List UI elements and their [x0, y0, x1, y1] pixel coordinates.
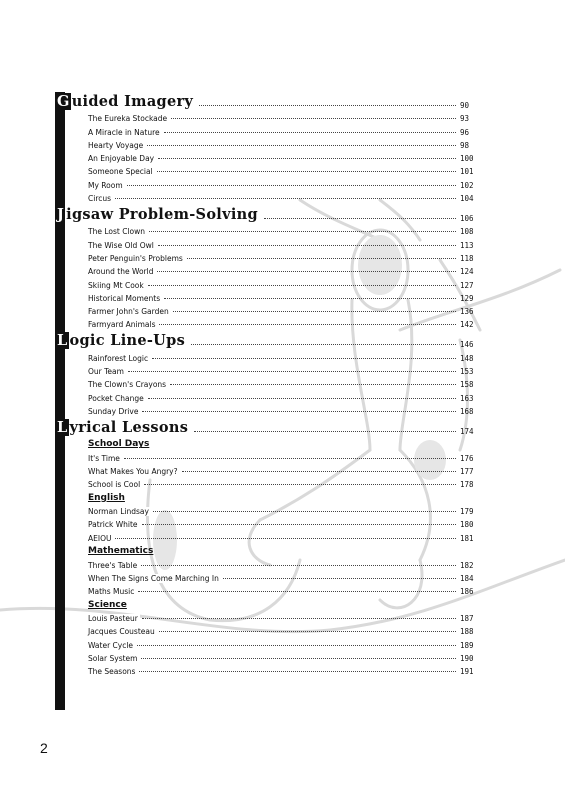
dot-leader: [158, 158, 456, 159]
entry-label: School is Cool: [88, 480, 141, 490]
dot-leader: [223, 578, 456, 579]
toc-entry[interactable]: [56, 110, 476, 123]
entry-label: Our Team: [88, 367, 124, 377]
entry-label: Solar System: [88, 653, 138, 663]
entry-label: The Clown's Crayons: [88, 380, 167, 390]
page-number: 142: [460, 320, 474, 330]
drop-cap-letter: J: [57, 206, 65, 224]
dot-leader: [127, 185, 456, 186]
entry-label: Around the World: [88, 267, 154, 277]
entry-label: Three's Table: [88, 560, 138, 570]
entry-label: Sunday Drive: [88, 406, 139, 416]
toc-entry[interactable]: [56, 236, 476, 249]
page-number: 174: [460, 426, 474, 436]
entry-label: A Miracle in Nature: [88, 127, 160, 137]
entry-label: The Wise Old Owl: [88, 240, 154, 250]
title-rest: ogic Line-Ups: [69, 332, 186, 350]
subheading-label: Science: [88, 599, 127, 610]
dot-leader: [137, 645, 456, 646]
page-number: 190: [460, 653, 474, 663]
toc-entry[interactable]: [56, 163, 476, 176]
toc-entry[interactable]: [56, 650, 476, 663]
title-rest: igsaw Problem-Solving: [66, 206, 258, 224]
subheading-label: English: [88, 492, 125, 503]
entry-label: Maths Music: [88, 587, 135, 597]
toc-entry[interactable]: [56, 636, 476, 649]
dot-leader: [144, 484, 456, 485]
entry-label: The Lost Clown: [88, 227, 145, 237]
entry-label: Hearty Voyage: [88, 140, 144, 150]
page-number: 104: [460, 194, 474, 204]
toc-entry[interactable]: [56, 176, 476, 189]
dot-leader: [159, 324, 456, 325]
entry-label: What Makes You Angry?: [88, 467, 178, 477]
title-rest: yrical Lessons: [69, 418, 189, 436]
dot-leader: [148, 398, 456, 399]
entry-label: Historical Moments: [88, 293, 161, 303]
toc-entry[interactable]: [56, 623, 476, 636]
dot-leader: [173, 311, 456, 312]
page-number: 168: [460, 406, 474, 416]
dot-leader: [142, 411, 456, 412]
section-title: [56, 332, 189, 349]
dot-leader: [152, 358, 456, 359]
dot-leader: [194, 431, 456, 432]
section-title: [56, 93, 197, 110]
entry-label: Circus: [88, 194, 112, 204]
subheading-school-days: [56, 436, 476, 450]
entry-label: It's Time: [88, 453, 120, 463]
dot-leader: [128, 371, 456, 372]
page-number: 179: [460, 507, 474, 517]
page-number: 181: [460, 533, 474, 543]
page-number: 98: [460, 140, 470, 150]
page-number: 100: [460, 154, 474, 164]
page-number: 106: [460, 214, 474, 224]
dot-leader: [157, 271, 456, 272]
page-number: 129: [460, 293, 474, 303]
page-number: 101: [460, 167, 474, 177]
toc-entry[interactable]: [56, 463, 476, 476]
toc-entry[interactable]: [56, 276, 476, 289]
dot-leader: [115, 198, 456, 199]
toc-entry[interactable]: [56, 290, 476, 303]
drop-cap-letter: L: [57, 332, 68, 350]
page-number: 118: [460, 253, 474, 263]
dot-leader: [142, 524, 456, 525]
page-number: 153: [460, 367, 474, 377]
dot-leader: [147, 145, 456, 146]
page-number: 188: [460, 627, 474, 637]
toc-entry[interactable]: [56, 250, 476, 263]
page-number: 187: [460, 613, 474, 623]
page-number: 93: [460, 114, 470, 124]
toc-entry[interactable]: [56, 223, 476, 236]
page-number: 136: [460, 307, 474, 317]
dot-leader: [187, 258, 456, 259]
toc-entry[interactable]: [56, 449, 476, 462]
entry-label: Farmer John's Garden: [88, 307, 169, 317]
title-rest: uided Imagery: [71, 93, 194, 110]
page-number: 178: [460, 480, 474, 490]
drop-cap-letter: G: [57, 93, 70, 110]
page-number: 108: [460, 227, 474, 237]
page-number: 148: [460, 353, 474, 363]
entry-label: The Eureka Stockade: [88, 114, 168, 124]
toc-entry[interactable]: [56, 150, 476, 163]
dot-leader: [158, 245, 456, 246]
subheading-science: [56, 596, 476, 610]
toc-entry[interactable]: [56, 123, 476, 136]
toc-entry[interactable]: [56, 303, 476, 316]
page-number: 102: [460, 180, 474, 190]
entry-label: Someone Special: [88, 167, 153, 177]
page-number: 158: [460, 380, 474, 390]
entry-label: Peter Penguin's Problems: [88, 253, 183, 263]
subheading-label: Mathematics: [88, 546, 154, 557]
entry-label: Rainforest Logic: [88, 353, 149, 363]
page-number: 184: [460, 573, 474, 583]
toc-entry[interactable]: [56, 570, 476, 583]
page-number: 177: [460, 467, 474, 477]
toc-entry[interactable]: [56, 663, 476, 676]
dot-leader: [138, 591, 456, 592]
toc-entry[interactable]: [56, 349, 476, 362]
toc-entry[interactable]: [56, 376, 476, 389]
toc-entry[interactable]: [56, 137, 476, 150]
subheading-english: [56, 489, 476, 503]
entry-label: An Enjoyable Day: [88, 154, 155, 164]
entry-label: AEIOU: [88, 533, 112, 543]
dot-leader: [141, 658, 456, 659]
page-number: 113: [460, 240, 474, 250]
toc-entry[interactable]: [56, 476, 476, 489]
page-number: 124: [460, 267, 474, 277]
dot-leader: [159, 631, 456, 632]
page-number: 186: [460, 587, 474, 597]
page-number: 176: [460, 453, 474, 463]
dot-leader: [170, 384, 456, 385]
dot-leader: [148, 285, 456, 286]
toc-entry[interactable]: [56, 583, 476, 596]
page-number: 90: [460, 101, 470, 110]
dot-leader: [139, 671, 456, 672]
page-number: 180: [460, 520, 474, 530]
dot-leader: [164, 132, 456, 133]
entry-label: Louis Pasteur: [88, 613, 138, 623]
toc-entry[interactable]: [56, 610, 476, 623]
toc-entry[interactable]: [56, 316, 476, 329]
page-number: 182: [460, 560, 474, 570]
page-number-footer: 2: [40, 740, 48, 756]
section-logic-line-ups[interactable]: [56, 329, 476, 349]
dot-leader: [199, 105, 456, 106]
entry-label: When The Signs Come Marching In: [88, 573, 219, 583]
dot-leader: [153, 511, 456, 512]
dot-leader: [164, 298, 456, 299]
page-number: 146: [460, 340, 474, 350]
subheading-mathematics: [56, 543, 476, 557]
drop-cap-letter: L: [57, 418, 68, 436]
page-number: 191: [460, 667, 474, 677]
toc-entry[interactable]: [56, 403, 476, 416]
dot-leader: [264, 218, 456, 219]
dot-leader: [142, 618, 456, 619]
dot-leader: [171, 118, 456, 119]
dot-leader: [191, 344, 456, 345]
page-number: 163: [460, 393, 474, 403]
entry-label: The Seasons: [88, 667, 136, 677]
entry-label: Pocket Change: [88, 393, 144, 403]
dot-leader: [157, 171, 456, 172]
entry-label: Patrick White: [88, 520, 138, 530]
section-guided-imagery[interactable]: [56, 90, 476, 110]
subheading-label: School Days: [88, 439, 150, 450]
page-number: 189: [460, 640, 474, 650]
toc-entry[interactable]: [56, 263, 476, 276]
entry-label: Jacques Cousteau: [88, 627, 155, 637]
toc-entry[interactable]: [56, 516, 476, 529]
section-title: [56, 206, 262, 223]
toc-entry[interactable]: [56, 389, 476, 402]
page-number: 127: [460, 280, 474, 290]
table-of-contents: [56, 90, 476, 676]
entry-label: My Room: [88, 180, 123, 190]
entry-label: Farmyard Animals: [88, 320, 156, 330]
dot-leader: [124, 458, 456, 459]
section-jigsaw-problem-solving[interactable]: [56, 203, 476, 223]
toc-entry[interactable]: [56, 363, 476, 376]
entry-label: Norman Lindsay: [88, 507, 149, 517]
toc-entry[interactable]: [56, 556, 476, 569]
entry-label: Water Cycle: [88, 640, 134, 650]
section-lyrical-lessons[interactable]: [56, 416, 476, 436]
dot-leader: [141, 565, 456, 566]
dot-leader: [182, 471, 456, 472]
dot-leader: [149, 231, 456, 232]
toc-entry[interactable]: [56, 503, 476, 516]
toc-entry[interactable]: [56, 190, 476, 203]
section-title: [56, 419, 192, 436]
entry-label: Skiing Mt Cook: [88, 280, 144, 290]
page-number: 96: [460, 127, 470, 137]
toc-entry[interactable]: [56, 529, 476, 542]
dot-leader: [115, 538, 456, 539]
